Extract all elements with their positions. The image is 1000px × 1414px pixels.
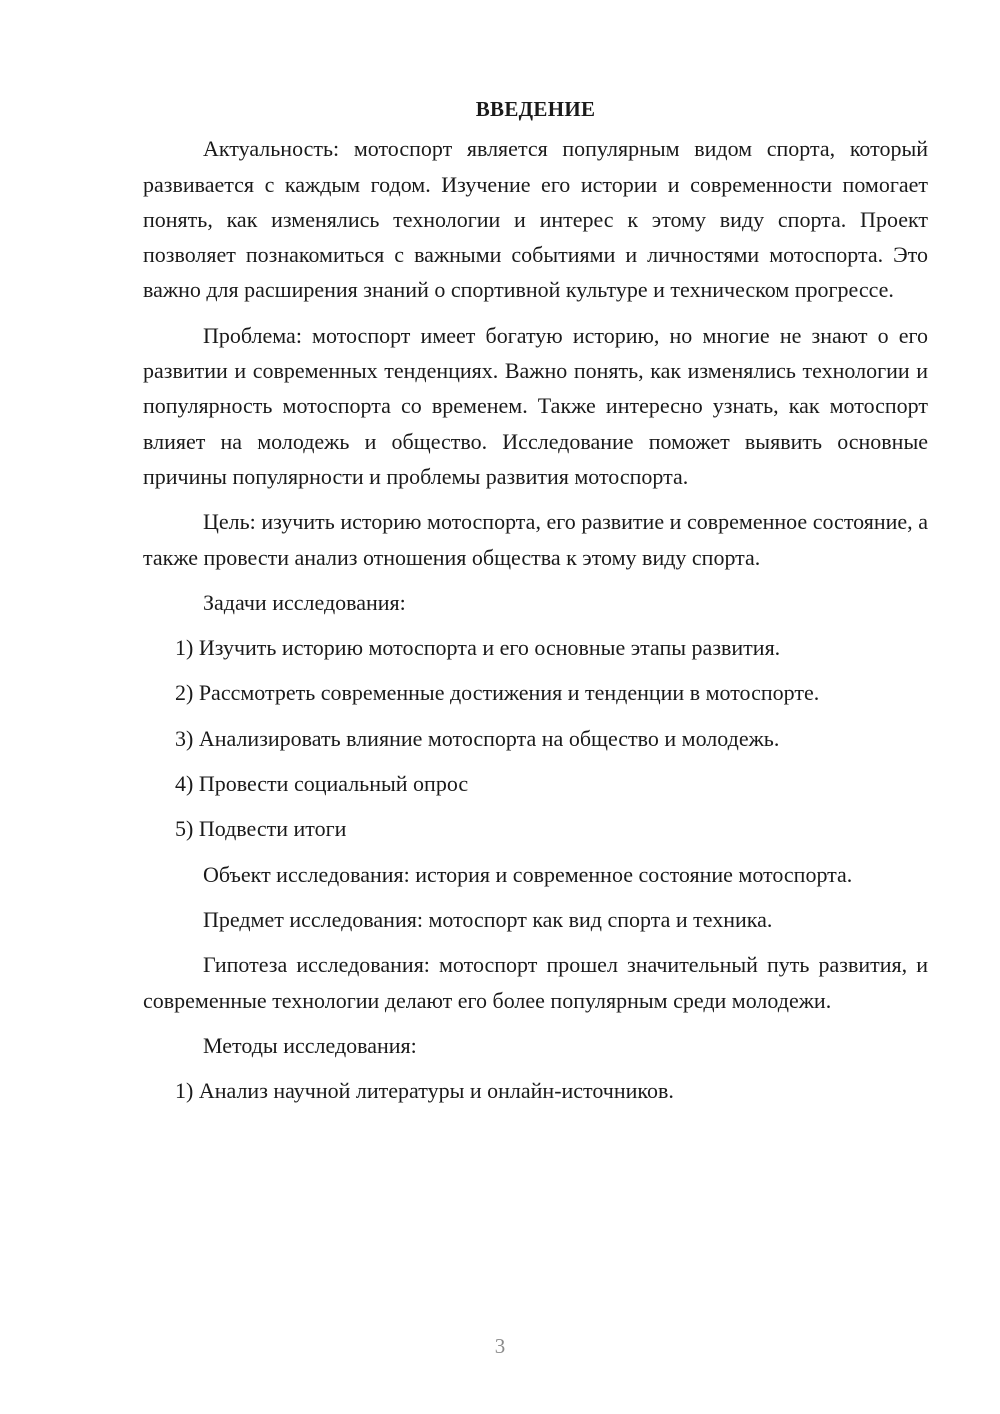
object-paragraph: Объект исследования: история и современное состояние мотоспорта.	[203, 861, 853, 887]
subject-paragraph: Предмет исследования: мотоспорт как вид спорта и техника.	[203, 906, 773, 932]
task-item: 4) Провести социальный опрос	[175, 771, 469, 797]
goal-paragraph: Цель: изучить историю мотоспорта, его развитие и современное состояние, а также провести анализ отношения общества к этому виду спорта.	[143, 509, 928, 570]
page-body	[143, 92, 928, 1118]
task-item: 3) Анализировать влияние мотоспорта на общество и молодежь.	[175, 725, 780, 751]
page-number: 3	[494, 1334, 506, 1358]
task-item: 1) Изучить историю мотоспорта и его основные этапы развития.	[175, 635, 781, 661]
problem-paragraph: Проблема: мотоспорт имеет богатую историю, но многие не знают о его развитии и современных тенденциях. Важно понять, как изменялись технологии и популярность мотоспорта со временем. Также интересно узнать, как мотоспорт влияет на молодежь и общество. Исследование поможет выявить основные причины популярности и проблемы развития мотоспорта.	[143, 322, 928, 489]
task-item: 5) Подвести итоги	[175, 816, 347, 842]
method-item: 1) Анализ научной литературы и онлайн-источников.	[175, 1078, 674, 1104]
methods-heading: Методы исследования:	[203, 1032, 417, 1058]
task-item: 2) Рассмотреть современные достижения и тенденции в мотоспорте.	[175, 680, 820, 706]
section-title: ВВЕДЕНИЕ	[475, 97, 596, 121]
relevance-paragraph: Актуальность: мотоспорт является популярным видом спорта, который развивается с каждым годом. Изучение его истории и современности помогает понять, как изменялись технологии и интерес к этому виду спорта. Проект позволяет познакомиться с важными событиями и личностями мотоспорта. Это важно для расширения знаний о спортивной культуре и техническом прогрессе.	[143, 136, 928, 303]
hypothesis-paragraph: Гипотеза исследования: мотоспорт прошел значительный путь развития, и современные технологии делают его более популярным среди молодежи.	[143, 952, 928, 1013]
tasks-heading: Задачи исследования:	[203, 589, 406, 615]
